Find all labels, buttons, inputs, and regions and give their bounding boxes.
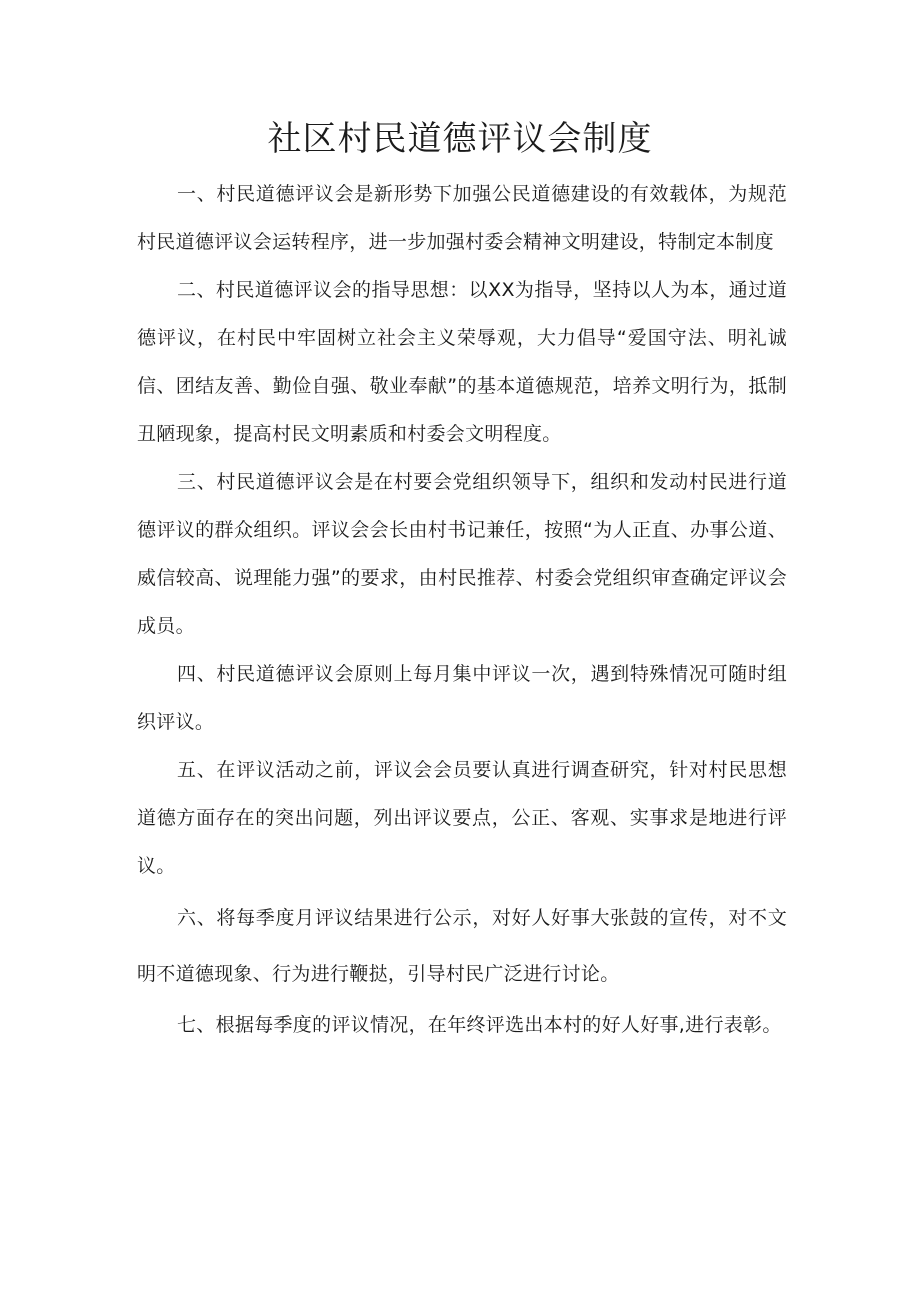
paragraph-5: 五、在评议活动之前，评议会会员要认真进行调查研究，针对村民思想道德方面存在的突出问题，列出评议要点，公正、客观、实事求是地进行评议。: [137, 759, 787, 877]
paragraph-3: 三、村民道德评议会是在村要会党组织领导下，组织和发动村民进行道德评议的群众组织。评议会会长由村书记兼任，按照“为人正直、办事公道、威信较高、说理能力强”的要求，由村民推荐、村委会党组织审查确定评议会成员。: [137, 471, 787, 637]
paragraph-4: 四、村民道德评议会原则上每月集中评议一次，遇到特殊情况可随时组织评议。: [137, 663, 787, 733]
document-title: 社区村民道德评议会制度: [267, 119, 653, 159]
document-body: [137, 170, 787, 1040]
paragraph-1: 一、村民道德评议会是新形势下加强公民道德建设的有效载体，为规范村民道德评议会运转程序，进一步加强村委会精神文明建设，特制定本制度: [137, 183, 787, 253]
paragraph-7: 七、根据每季度的评议情况，在年终评选出本村的好人好事,进行表彰。: [177, 1014, 782, 1036]
paragraph-2: 二、村民道德评议会的指导思想：以XX为指导，坚持以人为本，通过道德评议，在村民中牢固树立社会主义荣辱观，大力倡导“爱国守法、明礼诚信、团结友善、勤俭自强、敬业奉献”的基本道德规范，培养文明行为，抵制丑陋现象，提高村民文明素质和村委会文明程度。: [137, 279, 787, 445]
paragraph-6: 六、将每季度月评议结果进行公示，对好人好事大张鼓的宣传，对不文明不道德现象、行为进行鞭挞，引导村民广泛进行讨论。: [137, 907, 787, 985]
